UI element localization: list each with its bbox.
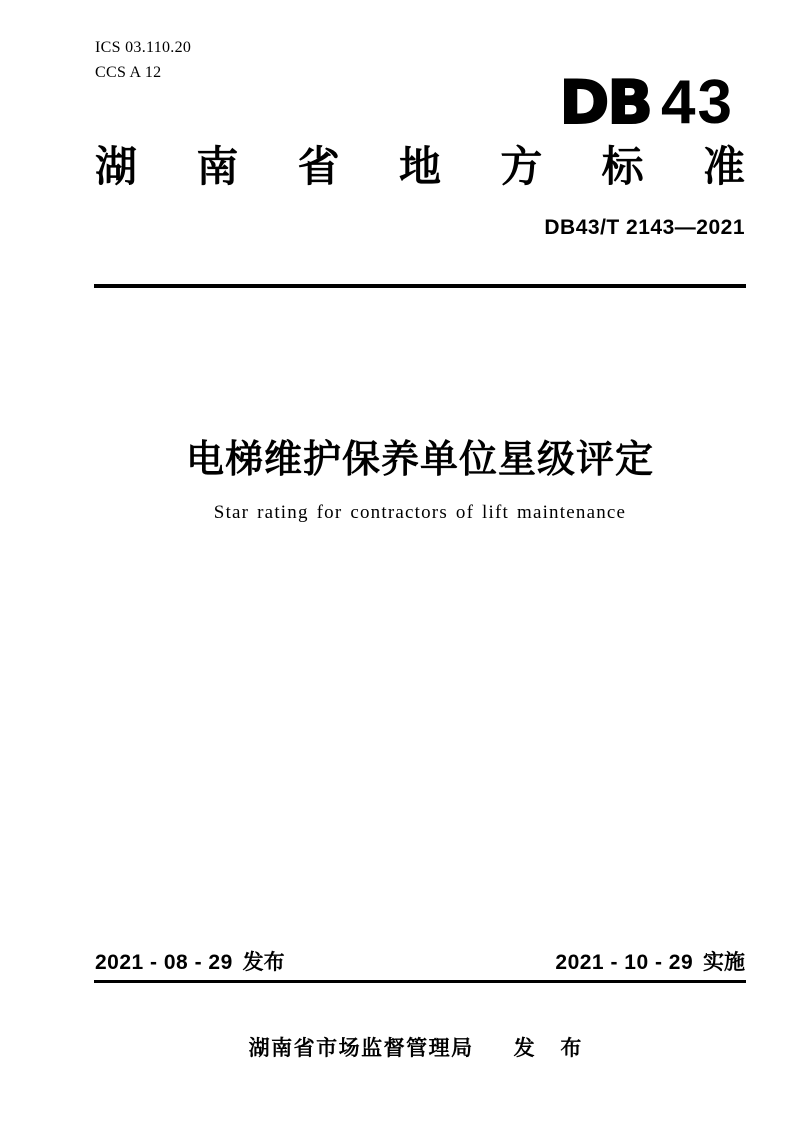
- publisher-name: 湖南省市场监督管理局: [248, 1037, 474, 1060]
- standard-category-char: 准: [702, 143, 745, 190]
- classification-codes: [95, 36, 191, 86]
- db43-logo: [559, 68, 734, 138]
- issue-date: 2021 - 08 - 29: [95, 951, 233, 974]
- standard-category-title: [95, 143, 745, 190]
- implementation-date-line: [555, 950, 745, 975]
- document-title-chinese: 电梯维护保养单位星级评定: [185, 439, 654, 481]
- standard-category-char: 方: [500, 143, 543, 190]
- ccs-code: CCS A 12: [95, 63, 162, 81]
- implementation-label: 实施: [703, 951, 745, 974]
- standard-number: DB43/T 2143—2021: [544, 216, 745, 239]
- db43-logo-number: 43: [661, 68, 734, 137]
- issue-date-line: [95, 950, 285, 975]
- ics-code: ICS 03.110.20: [95, 39, 192, 56]
- standard-category-char: 湖: [95, 143, 138, 190]
- dates-row: [95, 950, 745, 975]
- standard-category-char: 地: [398, 143, 441, 190]
- bottom-divider: [94, 980, 746, 983]
- top-divider: [94, 284, 746, 288]
- document-title-english: Star rating for contractors of lift maintenance: [213, 502, 627, 523]
- db43-logo-db-glyph: DB: [559, 68, 652, 138]
- publisher-line: [95, 1032, 745, 1062]
- standard-category-char: 标: [601, 143, 644, 190]
- standard-category-char: 省: [297, 143, 340, 190]
- standard-category-char: 南: [196, 143, 239, 190]
- issue-label: 发布: [242, 951, 285, 974]
- implementation-date: 2021 - 10 - 29: [555, 951, 694, 974]
- publish-action-label: 发 布: [513, 1037, 592, 1060]
